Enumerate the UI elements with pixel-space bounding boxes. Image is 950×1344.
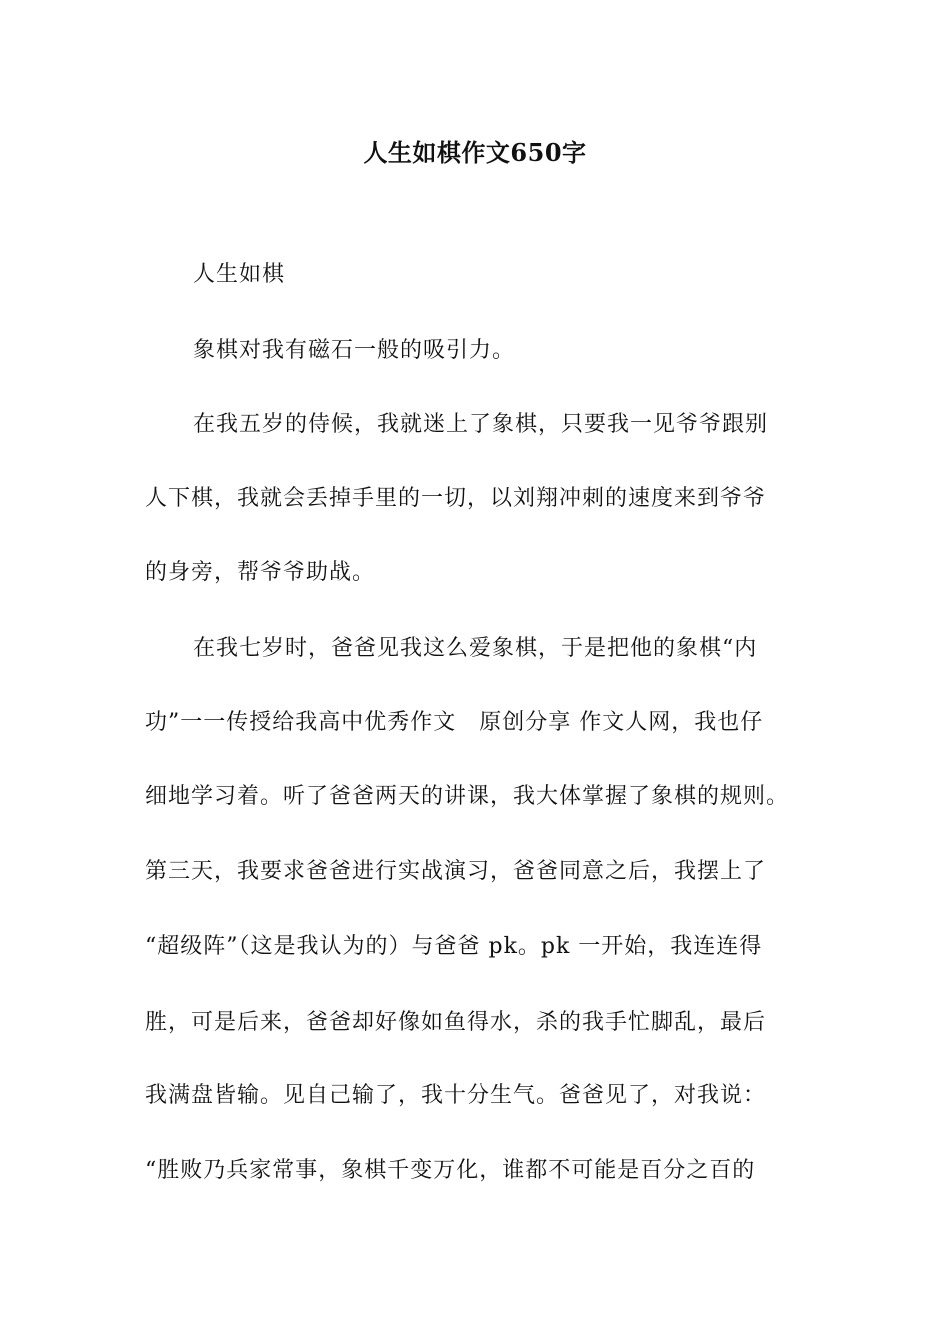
paragraph-line: 象棋对我有磁石一般的吸引力。	[193, 338, 516, 363]
paragraph-line: 的身旁，帮爷爷助战。	[145, 560, 376, 585]
paragraph-line: “胜败乃兵家常事，象棋千变万化，谁都不可能是百分之百的	[145, 1158, 756, 1183]
paragraph-line: 胜，可是后来，爸爸却好像如鱼得水，杀的我手忙脚乱，最后	[145, 1010, 767, 1035]
paragraph-line: 在我五岁的侍候，我就迷上了象棋，只要我一见爷爷跟别	[193, 412, 769, 437]
paragraph-line: “超级阵”（这是我认为的）与爸爸 pk。pk 一开始，我连连得	[145, 934, 763, 959]
document-title: 人生如棋作文650字	[363, 138, 587, 167]
paragraph-line: 功”一一传授给我高中优秀作文 原创分享 作文人网，我也仔	[145, 710, 764, 735]
subtitle: 人生如棋	[193, 262, 286, 287]
paragraph-line: 人下棋，我就会丢掉手里的一切，以刘翔冲刺的速度来到爷爷	[145, 486, 767, 511]
paragraph-line: 第三天，我要求爸爸进行实战演习，爸爸同意之后，我摆上了	[145, 859, 767, 884]
paragraph-line: 我满盘皆输。见自己输了，我十分生气。爸爸见了，对我说：	[145, 1083, 767, 1108]
paragraph-line: 细地学习着。听了爸爸两天的讲课，我大体掌握了象棋的规则。	[145, 784, 790, 809]
paragraph-line: 在我七岁时，爸爸见我这么爱象棋，于是把他的象棋“内	[193, 636, 758, 661]
